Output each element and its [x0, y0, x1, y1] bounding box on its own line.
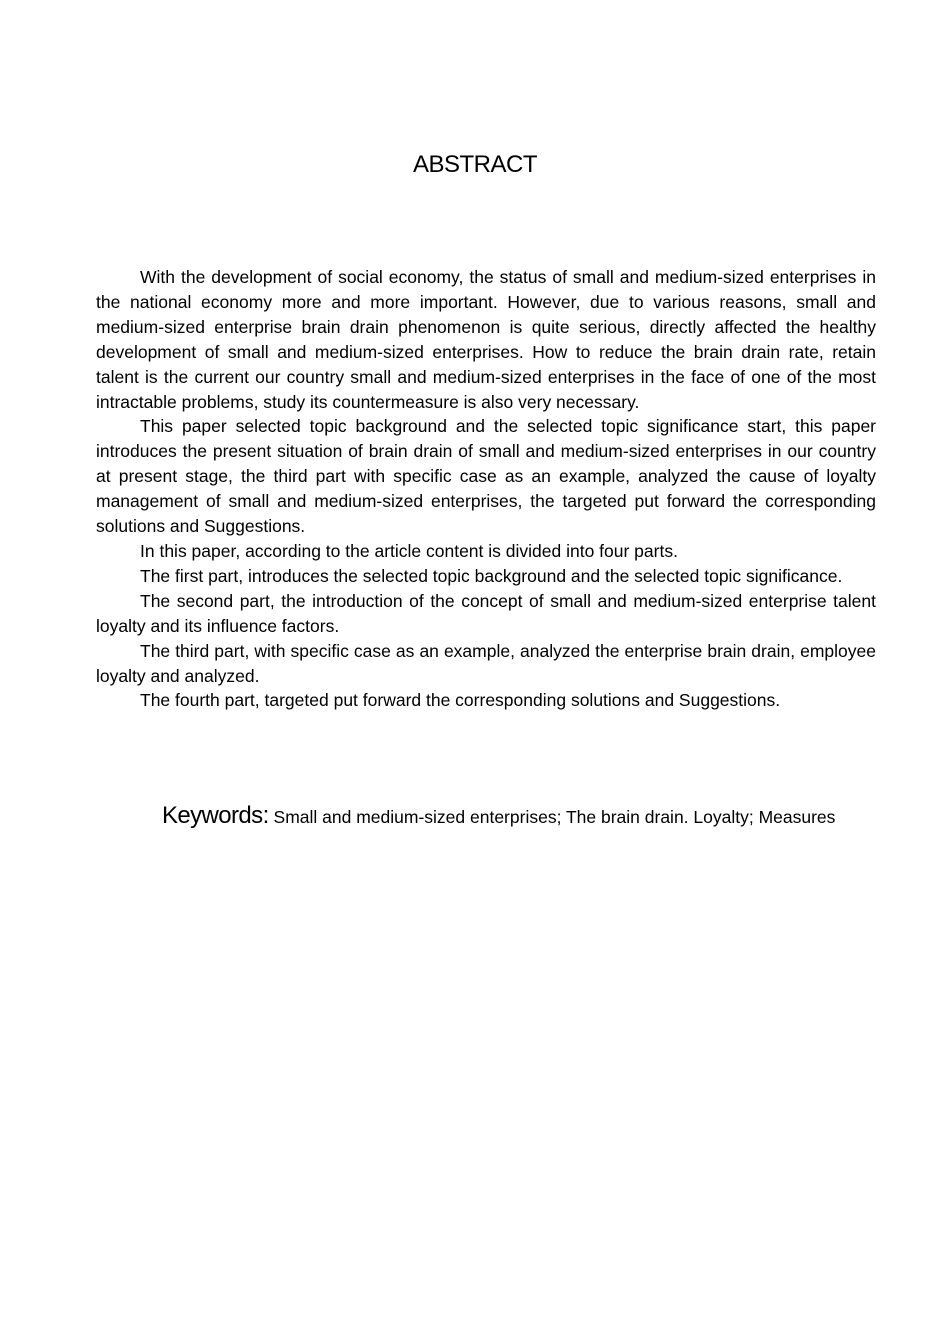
paragraph-3: In this paper, according to the article content is divided into four parts.: [140, 540, 678, 561]
keywords-text: Small and medium-sized enterprises; The brain drain. Loyalty; Measures: [273, 807, 836, 827]
keywords-line: [96, 798, 876, 835]
paragraph-2: This paper selected topic background and the selected topic significance start, this paper introduces the present situation of brain drain of small and medium-sized enterprises in our country at present stage, the third part with specific case as an example, analyzed the cause of loyalty management of small and medium-sized enterprises, the targeted put forward the corresponding solutions and Suggestions.: [96, 416, 876, 537]
paragraph-4: The first part, introduces the selected topic background and the selected topic significance.: [140, 565, 843, 586]
abstract-body: [96, 265, 876, 713]
abstract-title: ABSTRACT: [412, 151, 537, 178]
paragraph-6: The third part, with specific case as an example, analyzed the enterprise brain drain, employee loyalty and analyzed.: [96, 640, 876, 686]
paragraph-5: The second part, the introduction of the concept of small and medium-sized enterprise talent loyalty and its influence factors.: [96, 590, 876, 636]
keywords-label: Keywords:: [162, 802, 269, 829]
paragraph-7: The fourth part, targeted put forward the corresponding solutions and Suggestions.: [140, 690, 781, 711]
paragraph-1: With the development of social economy, the status of small and medium-sized enterprises in the national economy more and more important. However, due to various reasons, small and medium-sized enterprise brain drain phenomenon is quite serious, directly affected the healthy development of small and medium-sized enterprises. How to reduce the brain drain rate, retain talent is the current our country small and medium-sized enterprises in the face of one of the most intractable problems, study its countermeasure is also very necessary.: [96, 267, 876, 412]
